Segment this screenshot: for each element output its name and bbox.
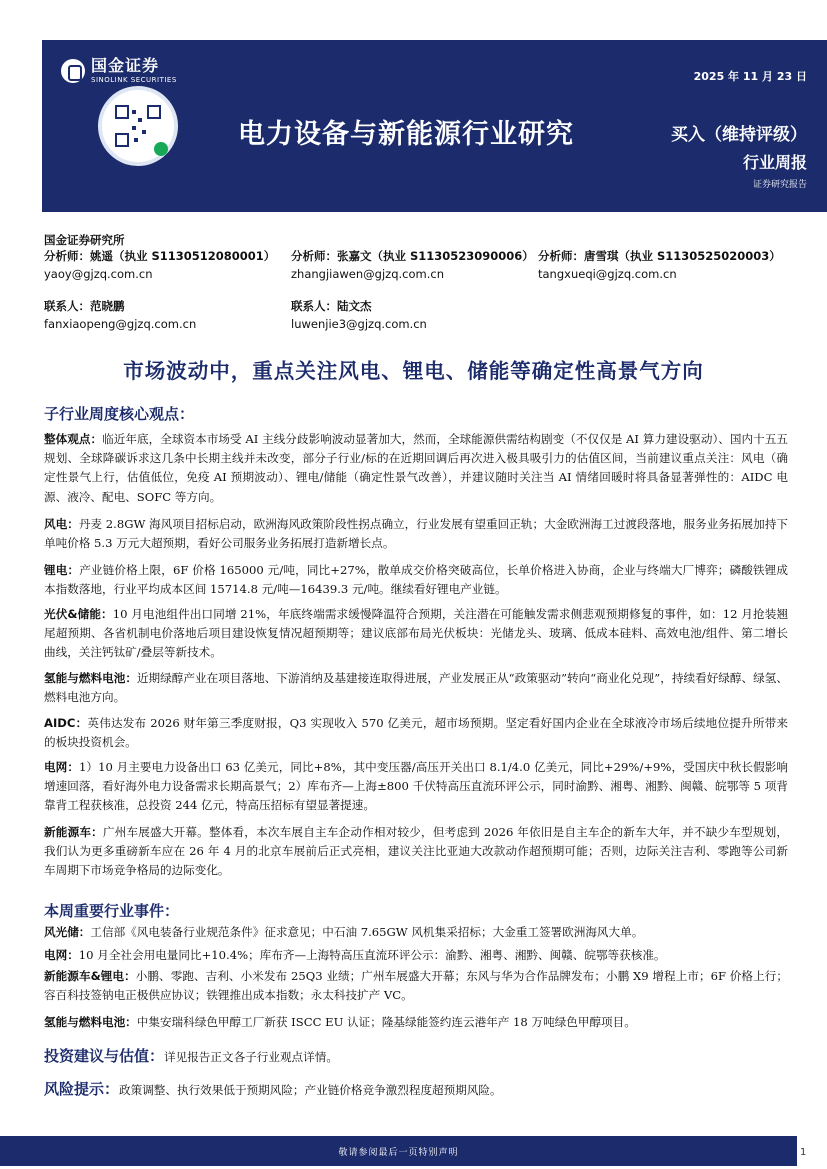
qr-pattern-icon (114, 104, 162, 148)
analyst-3-email[interactable]: tangxueqi@gjzq.com.cn (538, 267, 677, 281)
view-nev (44, 823, 788, 881)
view-text: 1）10 月主要电力设备出口 63 亿美元，同比+8%，其中变压器/高压开关出口 8.1/4.0 亿美元，同比+29%/+9%，受国庆中秋长假影响增速回落，看好海外电力设备需求长期高景气；2）库布齐—上海±800 千伏特高压直流环评公示，同时渝黔、湘粤、湘黔、闽赣、皖鄂等 5 项背靠背工程获核准，总投资 244 亿元，特高压招标有望显著提速。 (44, 760, 788, 813)
risk-warning (44, 1078, 502, 1099)
event-nev-lithium (44, 967, 788, 1005)
logo-icon (61, 59, 85, 83)
event-label: 新能源车&锂电： (44, 969, 136, 983)
institute-name: 国金证券研究所 (44, 233, 125, 247)
view-label: AIDC： (44, 716, 88, 730)
view-text: 产业链价格上限，6F 价格 165000 元/吨，同比+27%，散单成交价格突破高位，长单价格进入协商，企业与终端大厂博弈；磷酸铁锂成本指数落地，行业平均成本区间 15714.8 元/吨—16439.3 元/吨。继续看好锂电产业链。 (44, 563, 788, 597)
view-text: 丹麦 2.8GW 海风项目招标启动，欧洲海风政策阶段性拐点确立，行业发展有望重回正轨；大金欧洲海工过渡段落地，服务业务拓展加持下单吨价格 5.3 万元大超预期，看好公司服务业务拓展打造新增长点。 (44, 517, 788, 551)
footer-disclaimer: 敬请参阅最后一页特别声明 (338, 1148, 459, 1158)
qr-badge-icon (154, 142, 168, 156)
event-label: 氢能与燃料电池： (44, 1015, 137, 1029)
logo-text-cn: 国金证券 (91, 56, 160, 75)
contact-1: 联系人：范晓鹏 (44, 299, 125, 313)
qr-code-icon (98, 86, 178, 166)
view-aidc (44, 714, 788, 752)
main-headline: 市场波动中，重点关注风电、锂电、储能等确定性高景气方向 (123, 359, 704, 383)
event-hydrogen (44, 1013, 788, 1032)
page-number: 1 (800, 1147, 807, 1158)
report-header-banner (42, 40, 827, 212)
analyst-1: 分析师：姚遥（执业 S1130512080001） (44, 249, 276, 263)
view-hydrogen (44, 669, 788, 707)
events-heading: 本周重要行业事件： (44, 902, 180, 920)
view-text: 临近年底，全球资本市场受 AI 主线分歧影响波动显著加大，然而，全球能源供需结构剧变（不仅仅是 AI 算力建设驱动）、国内十五五规划、全球降碳诉求这几条中长期主线并未改变，部分子行业/标的在近期回调后再次进入极具吸引力的估值区间，当前建议重点关注：风电（确定性景气上行，估值低位，免疫 AI 预期波动）、锂电/储能（确定性景气改善），并建议随时关注当 AI 情绪回暖时将具备显著弹性的：AIDC 电源、液冷、配电、SOFC 等方向。 (44, 432, 788, 504)
investment-advice (44, 1045, 338, 1066)
event-label: 风光储： (44, 925, 91, 939)
event-text: 工信部《风电装备行业规范条件》征求意见；中石油 7.65GW 风机集采招标；大金重工签署欧洲海风大单。 (90, 925, 644, 939)
view-text: 广州车展盛大开幕。整体看，本次车展自主车企动作相对较少，但考虑到 2026 年依旧是自主车企的新车大年，并不缺少车型规划，我们认为更多重磅新车应在 26 年 4 月的北京车展前后正式亮相，建议关注比亚迪大改款动作超预期可能；否则，边际关注吉利、零跑等公司新车周期下市场竞争格局的边际变化。 (44, 825, 788, 878)
analyst-2-email[interactable]: zhangjiawen@gjzq.com.cn (291, 267, 444, 281)
rating-badge: 买入（维持评级） (671, 125, 807, 145)
analyst-2: 分析师：张嘉文（执业 S1130523090006） (291, 249, 534, 263)
investment-label: 投资建议与估值： (44, 1047, 165, 1065)
view-label: 氢能与燃料电池： (44, 671, 137, 685)
page-footer (0, 1136, 797, 1166)
view-label: 新能源车： (44, 825, 103, 839)
event-wind-solar-storage (44, 923, 788, 942)
view-label: 光伏&储能： (44, 607, 113, 621)
view-lithium (44, 561, 788, 599)
event-label: 电网： (44, 948, 79, 962)
investment-text: 详见报告正文各子行业观点详情。 (164, 1050, 338, 1064)
view-text: 近期绿醇产业在项目落地、下游消纳及基建接连取得进展，产业发展正从“政策驱动”转向“商业化兑现”，持续看好绿醇、绿氢、燃料电池方向。 (44, 671, 788, 705)
contact-2: 联系人：陆文杰 (291, 299, 372, 313)
contact-1-email[interactable]: fanxiaopeng@gjzq.com.cn (44, 317, 197, 331)
company-logo (61, 58, 177, 84)
view-label: 整体观点： (44, 432, 103, 446)
analyst-3: 分析师：唐雪琪（执业 S1130525020003） (538, 249, 781, 263)
view-label: 风电： (44, 517, 79, 531)
logo-text-en: SINOLINK SECURITIES (91, 76, 177, 84)
view-grid (44, 758, 788, 816)
report-series: 证券研究报告 (752, 180, 807, 190)
contact-2-email[interactable]: luwenjie3@gjzq.com.cn (291, 317, 427, 331)
event-text: 中集安瑞科绿色甲醇工厂新获 ISCC EU 认证；隆基绿能签约连云港年产 18 万吨绿色甲醇项目。 (136, 1015, 636, 1029)
view-text: 10 月电池组件出口同增 21%，年底终端需求缓慢降温符合预期，关注潜在可能触发需求侧悲观预期修复的事件，如：12 月抢装翘尾超预期、各省机制电价落地后项目建设恢复情况超预期等；建议底部布局光伏板块：光储龙头、玻璃、低成本硅料、高效电池/组件、第二增长曲线，关注钙钛矿/叠层等新技术。 (44, 607, 788, 660)
event-grid (44, 946, 788, 965)
report-date: 2025 年 11 月 23 日 (693, 70, 807, 83)
view-wind (44, 515, 788, 553)
view-text: 英伟达发布 2026 财年第三季度财报，Q3 实现收入 570 亿美元，超市场预期。坚定看好国内企业在全球液冷市场后续地位提升所带来的板块投资机会。 (44, 716, 788, 750)
event-text: 小鹏、零跑、吉利、小米发布 25Q3 业绩；广州车展盛大开幕；东风与华为合作品牌发布；小鹏 X9 增程上市；6F 价格上行；容百科技签钠电正极供应协议；铁锂推出成本指数；永太科技扩产 VC。 (44, 969, 788, 1003)
risk-label: 风险提示： (44, 1080, 120, 1098)
view-label: 电网： (44, 760, 79, 774)
event-text: 10 月全社会用电量同比+10.4%；库布齐—上海特高压直流环评公示：渝黔、湘粤、湘黔、闽赣、皖鄂等获核准。 (78, 948, 666, 962)
view-label: 锂电： (44, 563, 80, 577)
view-pv-storage (44, 605, 788, 663)
report-title: 电力设备与新能源行业研究 (238, 119, 574, 150)
view-overall (44, 430, 788, 507)
core-views-heading: 子行业周度核心观点： (44, 405, 195, 423)
report-type: 行业周报 (742, 153, 807, 172)
risk-text: 政策调整、执行效果低于预期风险；产业链价格竞争激烈程度超预期风险。 (119, 1083, 502, 1097)
analyst-1-email[interactable]: yaoy@gjzq.com.cn (44, 267, 153, 281)
